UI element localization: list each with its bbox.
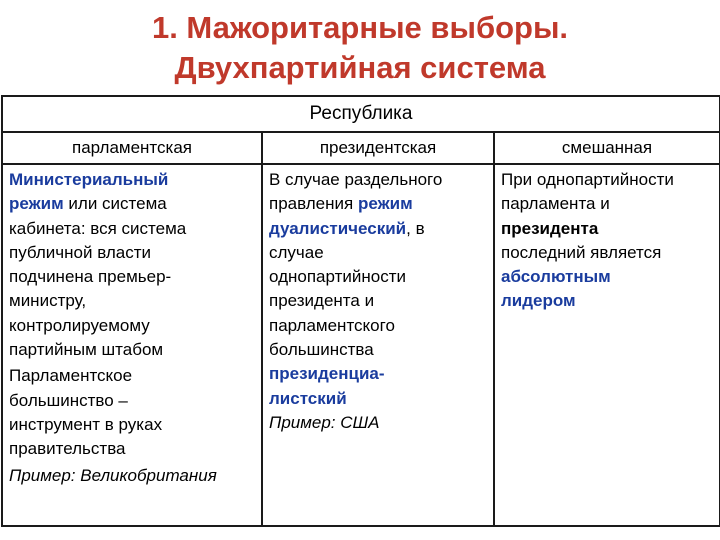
column-header-presidential: президентская — [262, 132, 494, 164]
parl-line-4: публичной власти — [9, 242, 152, 262]
pres-example: Пример: США — [269, 412, 380, 432]
slide-title-line-2: Двухпартийная система — [174, 50, 546, 85]
pres-line-8: большинства — [269, 340, 374, 360]
parl-line-1: Министериальный — [9, 170, 169, 189]
column-header-mixed: смешанная — [494, 132, 720, 164]
pres-line-2-text: правления — [269, 194, 358, 214]
pres-line-7: парламентского — [269, 315, 395, 335]
parl-line-9: Парламентское — [9, 366, 133, 386]
mixed-line-3: президента — [501, 218, 599, 238]
mixed-line-6: лидером — [501, 291, 576, 311]
content-row — [2, 164, 720, 526]
cell-mixed — [494, 164, 720, 526]
pres-line-4: случае — [269, 242, 324, 262]
parl-line-7: контролируемому — [9, 315, 150, 335]
pres-term-dualistic: дуалистический — [269, 218, 407, 238]
pres-line-9: президенциа- — [269, 364, 385, 384]
slide-title — [0, 8, 720, 88]
table-header-republic: Республика — [2, 96, 720, 132]
column-header-row — [2, 132, 720, 164]
mixed-line-5: абсолютным — [501, 267, 611, 287]
slide-title-line-1: 1. Мажоритарные выборы. — [151, 10, 569, 45]
parl-line-6: министру, — [9, 291, 87, 311]
mixed-line-1: При однопартийности — [501, 170, 674, 189]
parl-line-10: большинство – — [9, 390, 128, 410]
pres-line-6: президента и — [269, 291, 375, 311]
table-header-row — [2, 96, 720, 132]
parl-line-2-rest: или система — [63, 194, 167, 214]
parl-line-12: правительства — [9, 439, 126, 459]
pres-line-3 — [269, 217, 493, 241]
parl-line-5: подчинена премьер- — [9, 267, 172, 287]
mixed-line-2: парламента и — [501, 194, 610, 214]
cell-parliamentary — [2, 164, 262, 526]
cell-presidential — [262, 164, 494, 526]
column-header-parliamentary: парламентская — [2, 132, 262, 164]
parl-example: Пример: Великобритания — [9, 465, 217, 485]
mixed-line-4: последний является — [501, 242, 662, 262]
parl-line-2 — [9, 192, 261, 216]
parl-line-3: кабинета: вся система — [9, 218, 187, 238]
pres-line-5: однопартийности — [269, 267, 406, 287]
pres-line-10: листский — [269, 388, 347, 408]
pres-line-3-rest: , в — [406, 218, 425, 238]
republic-types-table — [1, 95, 720, 527]
pres-term-regime: режим — [357, 194, 413, 214]
pres-line-1: В случае раздельного — [269, 170, 443, 189]
parl-term-regime: режим — [9, 194, 64, 214]
parl-line-11: инструмент в руках — [9, 414, 163, 434]
parl-line-8: партийным штабом — [9, 340, 164, 360]
pres-line-2 — [269, 192, 493, 216]
